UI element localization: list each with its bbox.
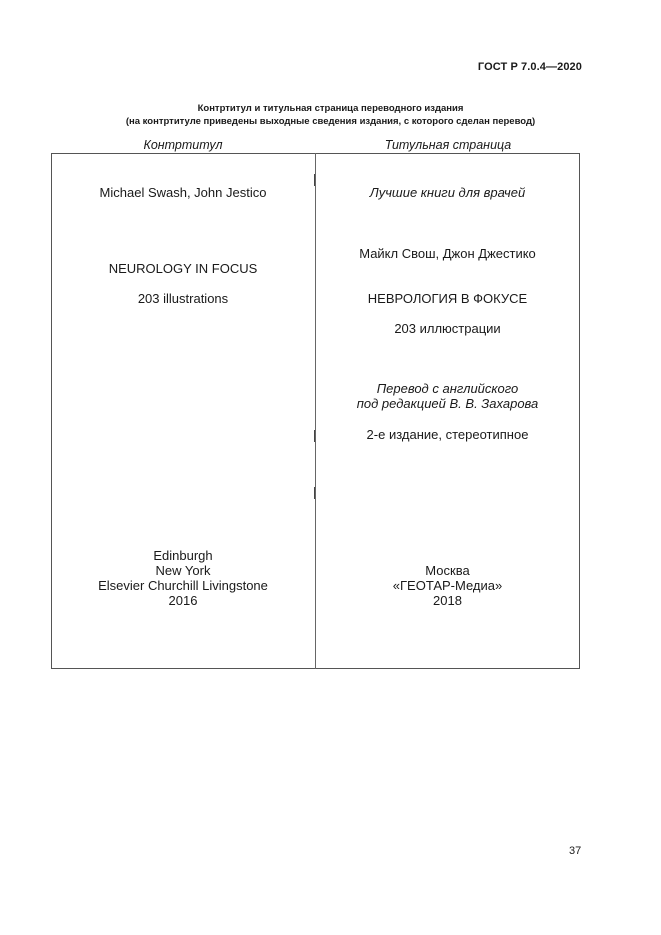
divider-mark: [314, 487, 315, 499]
counter-title-label: Контртитул: [143, 138, 223, 152]
imprint-year: 2018: [433, 593, 462, 608]
title-page-label: Титульная страница: [384, 138, 512, 152]
imprint-city: Москва: [425, 563, 470, 578]
caption-title: Контртитул и титульная страница переводного издания: [197, 103, 464, 114]
counter-title-book-title: NEUROLOGY IN FOCUS: [108, 261, 258, 276]
title-page-book-title: НЕВРОЛОГИЯ В ФОКУСЕ: [367, 291, 528, 306]
title-page-translation: [316, 381, 579, 411]
counter-title-imprint: [52, 548, 314, 608]
imprint-city: Edinburgh: [153, 548, 213, 563]
title-page-edition: 2-е издание, стереотипное: [366, 427, 529, 442]
divider-mark: [314, 430, 315, 442]
translation-line: Перевод с английского: [376, 381, 519, 396]
standard-code: ГОСТ Р 7.0.4—2020: [477, 61, 582, 73]
title-page-illustrations: 203 иллюстрации: [394, 321, 501, 336]
counter-title-authors: Michael Swash, John Jestico: [99, 185, 267, 200]
divider-mark: [314, 174, 315, 186]
imprint-city: New York: [155, 563, 211, 578]
page-number: 37: [569, 845, 582, 857]
imprint-year: 2016: [168, 593, 198, 608]
translation-editor: под редакцией В. В. Захарова: [356, 396, 539, 411]
counter-title-illustrations: 203 illustrations: [137, 291, 229, 306]
title-page-imprint: [316, 563, 579, 608]
title-page-authors: Майкл Свош, Джон Джестико: [359, 246, 536, 261]
caption-note: (на контртитуле приведены выходные сведения издания, с которого сделан перевод): [125, 116, 536, 127]
imprint-publisher: Elsevier Churchill Livingstone: [98, 578, 268, 593]
title-page-series: Лучшие книги для врачей: [369, 185, 526, 200]
imprint-publisher: «ГЕОТАР-Медиа»: [392, 578, 503, 593]
